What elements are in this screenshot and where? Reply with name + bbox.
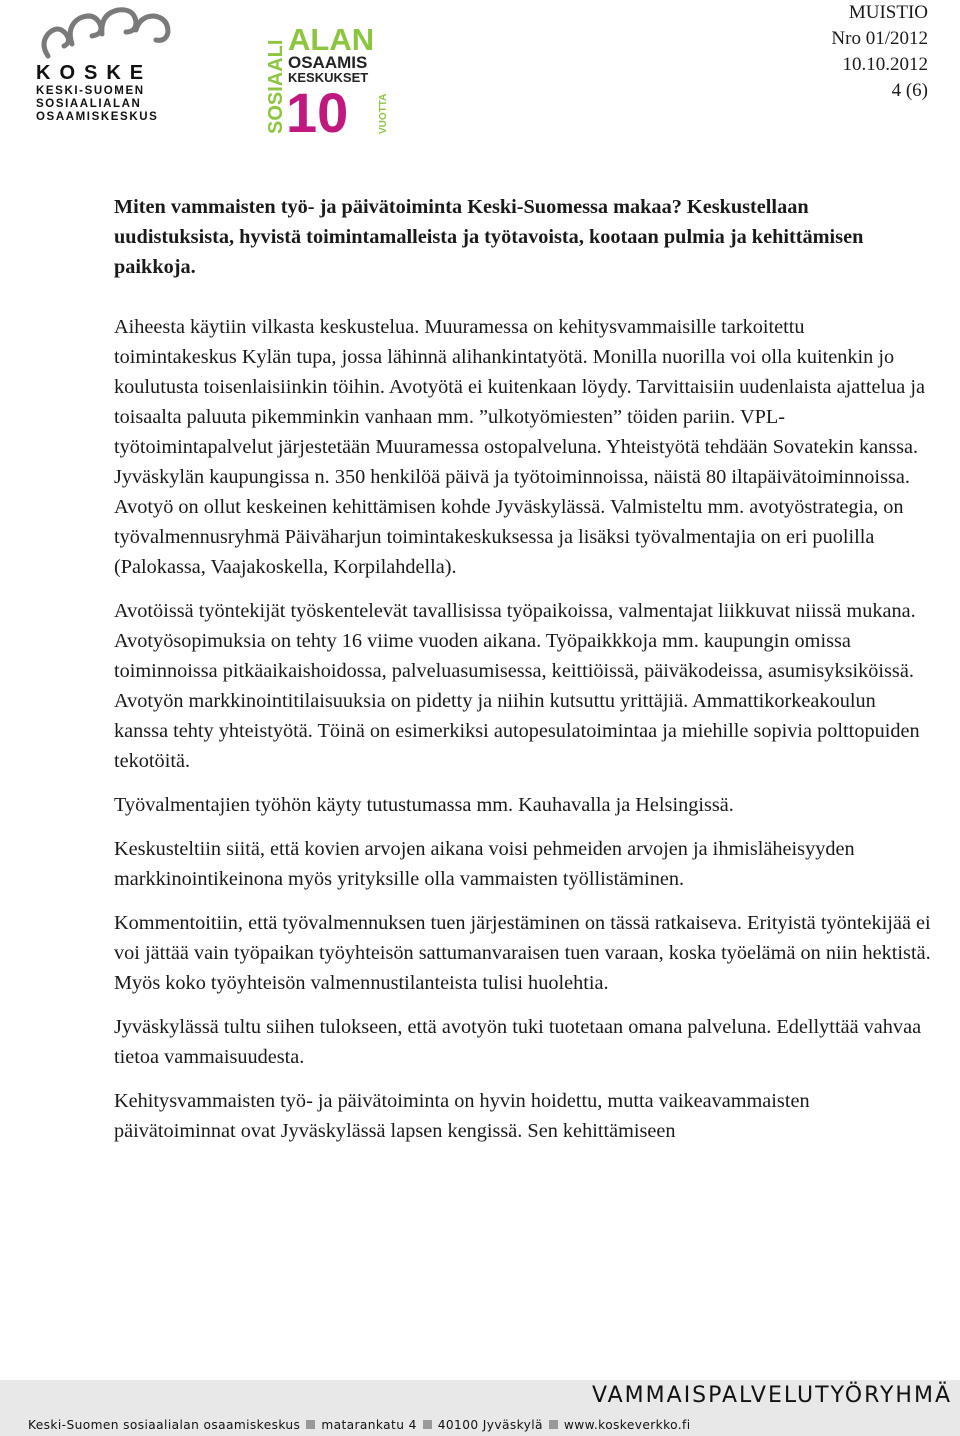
koske-line-1: KESKI-SUOMEN bbox=[36, 85, 145, 97]
koske-line-2: SOSIAALIALAN bbox=[36, 98, 142, 110]
anniversary-logo bbox=[262, 22, 394, 138]
paragraph-5: Keskusteltiin siitä, että kovien arvojen aikana voisi pehmeiden arvojen ja ihmisläheisyyden markkinointikeinona myös yrityksille olla vammaisten työllistäminen. bbox=[114, 838, 855, 890]
memo-header bbox=[831, 0, 928, 104]
document-body bbox=[114, 192, 932, 1160]
koske-name: KOSKE bbox=[36, 62, 153, 84]
footer-website[interactable]: www.koskeverkko.fi bbox=[563, 1418, 691, 1432]
anniversary-line-osaamis: OSAAMIS bbox=[288, 53, 368, 72]
memo-page: 4 (6) bbox=[891, 80, 928, 101]
anniversary-line-keskukset: KESKUKSET bbox=[288, 70, 369, 85]
memo-type: MUISTIO bbox=[848, 2, 928, 23]
koske-ornament-icon bbox=[36, 4, 176, 60]
paragraph-7: Jyväskylässä tultu siihen tulokseen, että avotyön tuki tuotetaan omana palveluna. Edellyttää vahvaa tietoa vammaisuudesta. bbox=[114, 1016, 922, 1068]
memo-date: 10.10.2012 bbox=[842, 54, 928, 75]
headline: Miten vammaisten työ- ja päivätoiminta Keski-Suomessa makaa? Keskustellaan uudistuksista, hyvistä toimintamalleista ja työtavoista, kootaan pulmia ja kehittämisen paikkoja. bbox=[114, 196, 864, 278]
footer-city: 40100 Jyväskylä bbox=[437, 1418, 543, 1432]
paragraph-1: Aiheesta käytiin vilkasta keskustelua. Muuramessa on kehitysvammaisille tarkoitettu toimintakeskus Kylän tupa, jossa lähinnä alihankintatyötä. Monilla nuorilla voi olla kuitenkin jo koulutusta toisenlaisiinkin töihin. Avotyötä ei kuitenkaan löydy. Tarvittaisiin uudenlaista ajattelua ja toisaalta paluuta pikemminkin vanhaan mm. ”ulkotyömiesten” töiden pariin. VPL-työtoimintapalvelut järjestetään Muuramessa ostopalveluna. Yhteistyötä tehdään Sovatekin kanssa. bbox=[114, 316, 925, 458]
koske-line-3: OSAAMISKESKUS bbox=[36, 111, 159, 123]
footer-address bbox=[28, 1418, 958, 1432]
koske-logo bbox=[36, 4, 176, 124]
paragraph-6: Kommentoitiin, että työvalmennuksen tuen järjestäminen on tässä ratkaiseva. Erityistä työntekijää ei voi jättää vain työpaikan työyhteisön sattumanvaraisen tuen varaan, koska työelämä on niin hektistä. Myös koko työyhteisön valmennustilanteista tulisi huolehtia. bbox=[114, 912, 931, 994]
paragraph-4: Työvalmentajien työhön käyty tutustumassa mm. Kauhavalla ja Helsingissä. bbox=[114, 794, 734, 816]
footer-group-name: VAMMAISPALVELUTYÖRYHMÄ bbox=[591, 1383, 952, 1408]
anniversary-line-alan: ALAN bbox=[288, 22, 375, 57]
paragraph-8: Kehitysvammaisten työ- ja päivätoiminta on hyvin hoidettu, mutta vaikeavammaisten päivätoiminnat ovat Jyväskylässä lapsen kengissä. Sen kehittämiseen bbox=[114, 1090, 810, 1142]
anniversary-side-text: VUOTTA bbox=[378, 93, 389, 134]
separator-square-icon bbox=[549, 1420, 558, 1429]
footer-organization: Keski-Suomen sosiaalialan osaamiskeskus bbox=[28, 1418, 301, 1432]
memo-number: Nro 01/2012 bbox=[831, 28, 928, 49]
separator-square-icon bbox=[423, 1420, 432, 1429]
separator-square-icon bbox=[306, 1420, 315, 1429]
anniversary-number: 10 bbox=[286, 81, 349, 138]
paragraph-3: Avotöissä työntekijät työskentelevät tavallisissa työpaikoissa, valmentajat liikkuvat niissä mukana. Avotyösopimuksia on tehty 16 viime vuoden aikana. Työpaikkkoja mm. kaupungin omissa toiminnoissa pitkäaikaishoidossa, palveluasumisessa, keittiöissä, päiväkodeissa, asumisyksiköissä. Avotyön markkinointitilaisuuksia on pidetty ja niihin kutsuttu yrittäjiä. Ammattikorkeakoulun kanssa tehty yhteistyötä. Töinä on esimerkiksi autopesulatoimintaa ja miehille sopivia polttopuiden tekotöitä. bbox=[114, 600, 920, 772]
footer-street: matarankatu 4 bbox=[321, 1418, 417, 1432]
paragraph-2: Jyväskylän kaupungissa n. 350 henkilöä päivä ja työtoiminnoissa, näistä 80 iltapäivätoiminnoissa. Avotyö on ollut keskeinen kehittämisen kohde Jyväskylässä. Valmisteltu mm. avotyöstrategia, on työvalmennusryhmä Päiväharjun toimintakeskuksessa ja lisäksi työvalmentajia on eri puolilla (Palokassa, Vaajakoskella, Korpilahdella). bbox=[114, 466, 910, 578]
anniversary-vertical-text: SOSIAALI bbox=[265, 39, 287, 134]
